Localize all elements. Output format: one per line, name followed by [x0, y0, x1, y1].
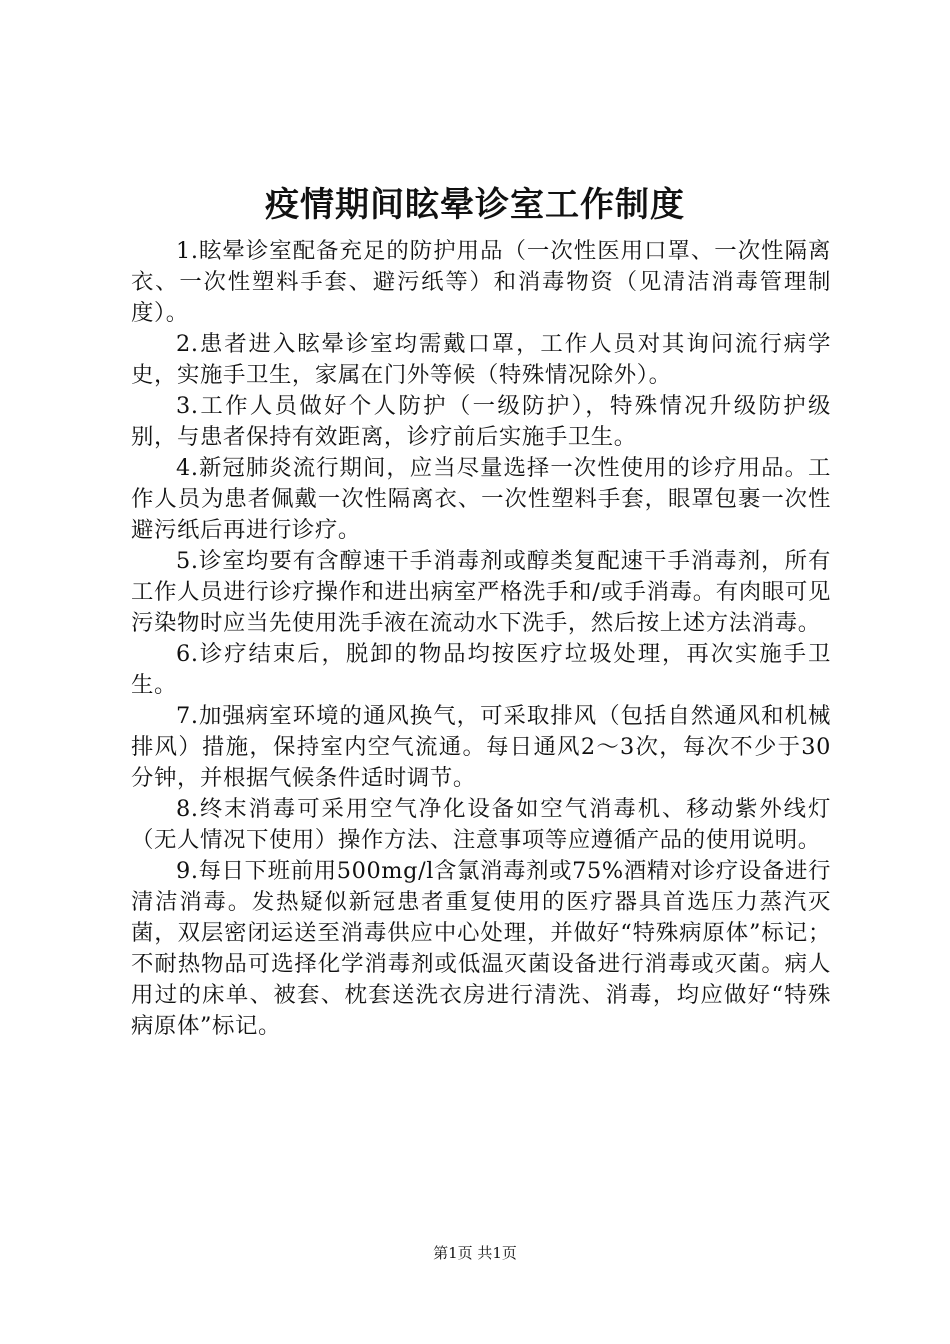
document-title: 疫情期间眩晕诊室工作制度: [265, 185, 685, 225]
paragraph-9: 9.每日下班前用500mg/l含氯消毒剂或75%酒精对诊疗设备进行清洁消毒。发热疑似新冠患者重复使用的医疗器具首选压力蒸汽灭菌，双层密闭运送至消毒供应中心处理，并做好“特殊病原体”标记；不耐热物品可选择化学消毒剂或低温灭菌设备进行消毒或灭菌。病人用过的床单、被套、枕套送洗衣房进行清洗、消毒，均应做好“特殊病原体”标记。: [131, 858, 831, 1039]
paragraph-6: 6.诊疗结束后，脱卸的物品均按医疗垃圾处理，再次实施手卫生。: [131, 641, 831, 698]
paragraph-1: 1.眩晕诊室配备充足的防护用品（一次性医用口罩、一次性隔离衣、一次性塑料手套、避污纸等）和消毒物资（见清洁消毒管理制度）。: [131, 238, 831, 326]
paragraph-7: 7.加强病室环境的通风换气，可采取排风（包括自然通风和机械排风）措施，保持室内空气流通。每日通风2～3次，每次不少于30分钟，并根据气候条件适时调节。: [131, 703, 831, 791]
paragraph-2: 2.患者进入眩晕诊室均需戴口罩，工作人员对其询问流行病学史，实施手卫生，家属在门外等候（特殊情况除外）。: [131, 331, 831, 388]
document-body: [131, 236, 831, 1042]
paragraph-5: 5.诊室均要有含醇速干手消毒剂或醇类复配速干手消毒剂，所有工作人员进行诊疗操作和进出病室严格洗手和/或手消毒。有肉眼可见污染物时应当先使用洗手液在流动水下洗手，然后按上述方法消毒。: [131, 548, 831, 636]
paragraph-8: 8.终末消毒可采用空气净化设备如空气消毒机、移动紫外线灯（无人情况下使用）操作方法、注意事项等应遵循产品的使用说明。: [131, 796, 831, 853]
paragraph-3: 3.工作人员做好个人防护（一级防护），特殊情况升级防护级别，与患者保持有效距离，诊疗前后实施手卫生。: [131, 393, 831, 450]
page-footer: 第1页 共1页: [433, 1244, 517, 1262]
paragraph-4: 4.新冠肺炎流行期间，应当尽量选择一次性使用的诊疗用品。工作人员为患者佩戴一次性隔离衣、一次性塑料手套，眼罩包裹一次性避污纸后再进行诊疗。: [131, 455, 831, 543]
